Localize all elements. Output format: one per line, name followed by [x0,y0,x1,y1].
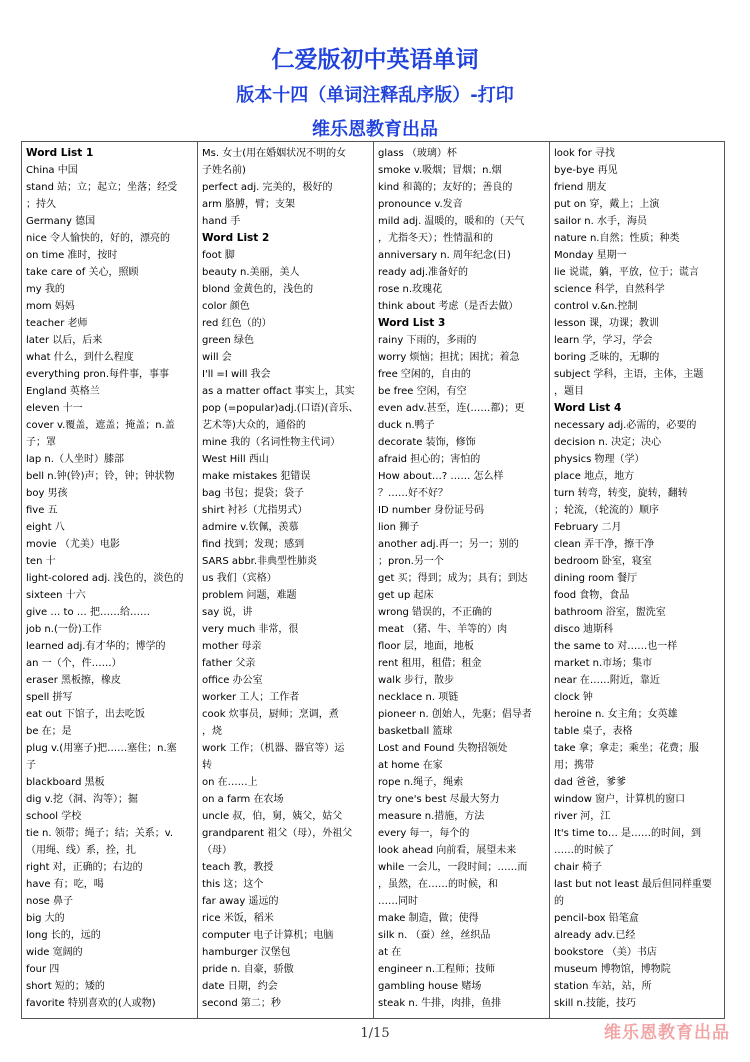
document-subtitle: 版本十四（单词注释乱序版）-打印 [236,85,514,106]
word-entry: China 中国 [26,165,78,176]
word-entry: lion 狮子 [378,522,420,533]
word-entry: duck n.鸭子 [378,420,435,431]
word-entry: 用；携带 [554,760,594,771]
word-entry: mild adj. 温暖的，暖和的（天气 [378,216,525,227]
word-entry: dining room 餐厅 [554,573,638,584]
word-entry: February 二月 [554,522,622,533]
word-entry: be free 空闲，有空 [378,386,467,397]
word-entry: nose 鼻子 [26,896,73,907]
word-entry: science 科学，自然科学 [554,284,665,295]
word-entry: ，题目 [554,386,584,397]
word-entry: measure n.措施，方法 [378,811,485,822]
word-entry: ，虽然，在……的时候，和 [378,879,498,890]
word-entry: physics 物理（学） [554,454,645,465]
word-entry: say 说，讲 [202,607,253,618]
word-entry: worker 工人；工作者 [202,692,300,703]
word-entry: 子 [26,760,36,771]
word-entry: bathroom 浴室，盥洗室 [554,607,666,618]
word-entry: while 一会儿，一段时间；……而 [378,862,528,873]
word-entry: problem 问题，难题 [202,590,297,601]
word-entry: wrong 错误的，不正确的 [378,607,493,618]
word-entry: blackboard 黑板 [26,777,105,788]
word-entry: chair 椅子 [554,862,603,873]
word-entry: get up 起床 [378,590,434,601]
word-entry: long 长的，远的 [26,930,101,941]
word-entry: even adv.甚至，连(……都)；更 [378,403,525,414]
word-entry: 转 [202,760,212,771]
word-entry: ，尤指冬天）；性情温和的 [378,233,493,244]
word-entry: food 食物，食品 [554,590,630,601]
word-entry: turn 转弯，转变，旋转，翻转 [554,488,688,499]
word-entry: bookstore （美）书店 [554,947,657,958]
word-entry: boring 乏味的，无聊的 [554,352,660,363]
word-entry: ready adj.准备好的 [378,267,469,278]
word-entry: necessary adj.必需的，必要的 [554,420,697,431]
word-entry: cover v.覆盖，遮盖；掩盖；n.盖 [26,420,175,431]
word-entry: pencil-box 铅笔盒 [554,913,639,924]
word-entry: think about 考虑（是否去做） [378,301,519,312]
word-entry: what 什么，到什么程度 [26,352,134,363]
word-entry: rent 租用，租借；租金 [378,658,482,669]
word-entry: hamburger 汉堡包 [202,947,291,958]
word-entry: friend 朋友 [554,182,607,193]
word-entry: floor 层，地面，地板 [378,641,474,652]
word-entry: us 我们（宾格） [202,573,277,584]
word-entry: the same to 对……也一样 [554,641,678,652]
word-entry: eat out 下馆子，出去吃饭 [26,709,145,720]
word-entry: cook 炊事员，厨师；烹调，煮 [202,709,339,720]
word-entry: England 英格兰 [26,386,100,397]
word-list-heading: Word List 3 [378,317,446,329]
word-list-heading: Word List 1 [26,147,94,159]
word-entry: teacher 老师 [26,318,88,329]
word-entry: river 河，江 [554,811,611,822]
word-entry: plug v.(用塞子)把……塞住；n.塞 [26,743,177,754]
word-entry: engineer n.工程师；技师 [378,964,496,975]
word-entry: meat （猪、牛、羊等的）肉 [378,624,508,635]
word-entry: ……的时候了 [554,845,614,856]
word-entry: I'll =I will 我会 [202,369,271,380]
word-entry: dad 爸爸，爹爹 [554,777,627,788]
word-entry: bye-bye 再见 [554,165,618,176]
word-entry: make mistakes 犯错误 [202,471,311,482]
word-entry: worry 烦恼；担扰；困扰；着急 [378,352,520,363]
word-entry: （母） [202,845,232,856]
word-entry: smoke v.吸烟；冒烟；n.烟 [378,165,502,176]
word-entry: market n.市场；集市 [554,658,653,669]
word-entry: take care of 关心，照顾 [26,267,139,278]
word-entry: hand 手 [202,216,241,227]
word-entry: teach 教，教授 [202,862,274,873]
word-entry: favorite 特别喜欢的(人或物) [26,998,156,1009]
document-title: 仁爱版初中英语单词 [271,47,479,73]
word-entry: gambling house 赌场 [378,981,482,992]
word-entry: necklace n. 项链 [378,692,459,703]
word-entry: window 窗户，计算机的窗口 [554,794,686,805]
word-entry: five 五 [26,505,58,516]
word-entry: walk 步行，散步 [378,675,455,686]
word-entry: school 学校 [26,811,82,822]
word-entry: Lost and Found 失物招领处 [378,743,508,754]
word-entry: glass （玻璃）杯 [378,148,457,159]
word-entry: ID number 身份证号码 [378,505,485,516]
word-entry: mine 我的（名词性物主代词） [202,437,341,448]
word-entry: place 地点，地方 [554,471,635,482]
word-entry: （用绳、线）系，拴，扎 [26,845,136,856]
word-entry: put on 穿，戴上；上演 [554,199,660,210]
word-entry: last but not least 最后但同样重要 [554,879,712,890]
word-entry: lie 说谎，躺，平放，位于；谎言 [554,267,699,278]
word-entry: rope n.绳子，绳索 [378,777,464,788]
word-column-2 [197,142,373,1018]
word-entry: perfect adj. 完美的，极好的 [202,182,333,193]
word-entry: sixteen 十六 [26,590,86,601]
word-entry: rice 米饭，稻米 [202,913,274,924]
word-entry: pronounce v.发音 [378,199,463,210]
word-entry: right 对，正确的；右边的 [26,862,143,873]
word-entry: ten 十 [26,556,56,567]
word-entry: on 在……上 [202,777,258,788]
word-entry: ；轮流，（轮流的）顺序 [554,505,659,516]
word-entry: everything pron.每件事，事事 [26,369,170,380]
document-header [0,44,750,146]
word-entry: pop (=popular)adj.(口语)(音乐、 [202,403,359,414]
word-entry: learned adj.有才华的；博学的 [26,641,166,652]
word-entry: steak n. 牛排，肉排，鱼排 [378,998,502,1009]
word-entry: 子；罩 [26,437,56,448]
word-entry: mother 母亲 [202,641,262,652]
word-entry: beauty n.美丽，美人 [202,267,300,278]
word-table [21,141,725,1019]
word-entry: eraser 黑板擦，橡皮 [26,675,122,686]
word-entry: ……同时 [378,896,418,907]
word-entry: at home 在家 [378,760,443,771]
word-entry: give … to … 把……给…… [26,607,150,618]
word-entry: work 工作；（机器、器官等）运 [202,743,345,754]
word-entry: 的 [554,896,564,907]
word-entry: admire v.钦佩，羡慕 [202,522,299,533]
word-entry: ，烧 [202,726,222,737]
word-list-heading: Word List 2 [202,232,270,244]
word-entry: West Hill 西山 [202,454,269,465]
word-entry: job n.(一份)工作 [26,624,102,635]
word-entry: decorate 装饰，修饰 [378,437,476,448]
word-entry: pride n. 自豪，骄傲 [202,964,294,975]
word-entry: this 这；这个 [202,879,264,890]
word-entry: 子姓名前) [202,165,246,176]
word-entry: as a matter offact 事实上，其实 [202,386,355,397]
page-number: 1/15 [360,1026,390,1041]
word-entry: disco 迪斯科 [554,624,614,635]
word-entry: four 四 [26,964,60,975]
word-entry: bag 书包；提袋；袋子 [202,488,305,499]
word-entry: rose n.玫瑰花 [378,284,443,295]
word-entry: near 在……附近，靠近 [554,675,660,686]
word-entry: grandparent 祖父（母），外祖父 [202,828,353,839]
word-entry: arm 胳膊，臂；支架 [202,199,295,210]
word-entry: look ahead 向前看，展望未来 [378,845,517,856]
word-column-1 [21,142,197,1018]
word-entry: stand 站；立；起立；坐落；经受 [26,182,178,193]
word-entry: try one's best 尽最大努力 [378,794,500,805]
word-entry: subject 学科，主语，主体，主题 [554,369,704,380]
word-entry: at 在 [378,947,402,958]
word-entry: ？……好不好？ [378,488,448,499]
word-entry: look for 寻找 [554,148,615,159]
word-entry: later 以后，后来 [26,335,103,346]
word-entry: free 空闲的，自由的 [378,369,471,380]
word-entry: father 父亲 [202,658,256,669]
word-entry: silk n. （蚕）丝，丝织品 [378,930,491,941]
word-entry: bell n.钟(铃)声；铃，钟；钟状物 [26,471,175,482]
word-entry: boy 男孩 [26,488,68,499]
word-entry: Monday 星期一 [554,250,627,261]
word-entry: skill n.技能，技巧 [554,998,637,1009]
word-entry: 艺术等)大众的，通俗的 [202,420,306,431]
word-entry: nature n.自然；性质；种类 [554,233,680,244]
word-entry: eleven 十一 [26,403,83,414]
word-entry: take 拿；拿走；乘坐；花费；服 [554,743,699,754]
word-entry: clean 弄干净，擦干净 [554,539,655,550]
word-entry: nice 令人愉快的，好的，漂亮的 [26,233,170,244]
word-entry: will 会 [202,352,232,363]
word-entry: pioneer n. 创始人，先驱；倡导者 [378,709,532,720]
word-entry: my 我的 [26,284,65,295]
word-entry: ；pron.另一个 [378,556,444,567]
word-entry: an 一（个，件……） [26,658,122,669]
word-entry: on a farm 在农场 [202,794,284,805]
word-entry: SARS abbr.非典型性肺炎 [202,556,318,567]
word-entry: museum 博物馆，博物院 [554,964,671,975]
word-entry: rainy 下雨的，多雨的 [378,335,477,346]
word-entry: How about…? …… 怎么样 [378,471,504,482]
word-entry: mom 妈妈 [26,301,75,312]
word-entry: very much 非常，很 [202,624,299,635]
word-entry: every 每一，每个的 [378,828,470,839]
word-entry: date 日期，约会 [202,981,278,992]
document-publisher: 维乐恩教育出品 [312,119,438,140]
word-entry: computer 电子计算机；电脑 [202,930,334,941]
word-entry: control v.&n.控制 [554,301,638,312]
word-entry: already adv.已经 [554,930,636,941]
word-entry: Germany 德国 [26,216,96,227]
word-entry: wide 宽阔的 [26,947,83,958]
word-column-4 [549,142,725,1018]
word-entry: clock 钟 [554,692,593,703]
word-entry: kind 和蔼的；友好的；善良的 [378,182,513,193]
word-entry: find 找到；发现；感到 [202,539,305,550]
word-entry: blond 金黄色的，浅色的 [202,284,314,295]
word-entry: second 第二；秒 [202,998,281,1009]
word-entry: station 车站，站，所 [554,981,652,992]
word-entry: have 有；吃，喝 [26,879,104,890]
word-entry: shirt 衬衫（尤指男式） [202,505,308,516]
word-entry: spell 拼写 [26,692,73,703]
word-entry: decision n. 决定；决心 [554,437,662,448]
word-column-3 [373,142,549,1018]
word-entry: green 绿色 [202,335,255,346]
word-entry: table 桌子，表格 [554,726,633,737]
word-entry: It's time to… 是……的时间，到 [554,828,701,839]
publisher-watermark: 维乐恩教育出品 [604,1023,730,1043]
word-entry: light-colored adj. 浅色的，淡色的 [26,573,184,584]
word-entry: heroine n. 女主角；女英雄 [554,709,678,720]
word-entry: afraid 担心的；害怕的 [378,454,481,465]
word-entry: lap n.（人坐时）膝部 [26,454,124,465]
word-entry: Ms. 女士(用在婚姻状况不明的女 [202,148,347,159]
word-entry: be 在；是 [26,726,72,737]
word-entry: office 办公室 [202,675,263,686]
word-entry: learn 学，学习，学会 [554,335,653,346]
word-entry: uncle 叔，伯，舅，姨父，姑父 [202,811,343,822]
word-entry: sailor n. 水手，海员 [554,216,647,227]
word-entry: short 短的；矮的 [26,981,105,992]
word-entry: bedroom 卧室，寝室 [554,556,652,567]
word-entry: red 红色（的） [202,318,272,329]
word-entry: dig v.挖（洞、沟等）；掘 [26,794,138,805]
word-entry: foot 脚 [202,250,235,261]
word-entry: get 买；得到；成为；具有；到达 [378,573,528,584]
word-entry: movie （尤美）电影 [26,539,120,550]
word-entry: tie n. 领带；绳子；结；关系；v. [26,828,174,839]
word-entry: big 大的 [26,913,65,924]
word-entry: ；持久 [26,199,56,210]
word-entry: on time 准时，按时 [26,250,118,261]
word-entry: make 制造，做；使得 [378,913,479,924]
word-entry: color 颜色 [202,301,250,312]
word-entry: lesson 课，功课；教训 [554,318,659,329]
word-list-heading: Word List 4 [554,402,622,414]
word-entry: anniversary n. 周年纪念(日) [378,250,511,261]
word-entry: another adj.再一；另一；别的 [378,539,519,550]
word-entry: basketball 篮球 [378,726,453,737]
word-entry: far away 遥远的 [202,896,279,907]
word-entry: eight 八 [26,522,65,533]
